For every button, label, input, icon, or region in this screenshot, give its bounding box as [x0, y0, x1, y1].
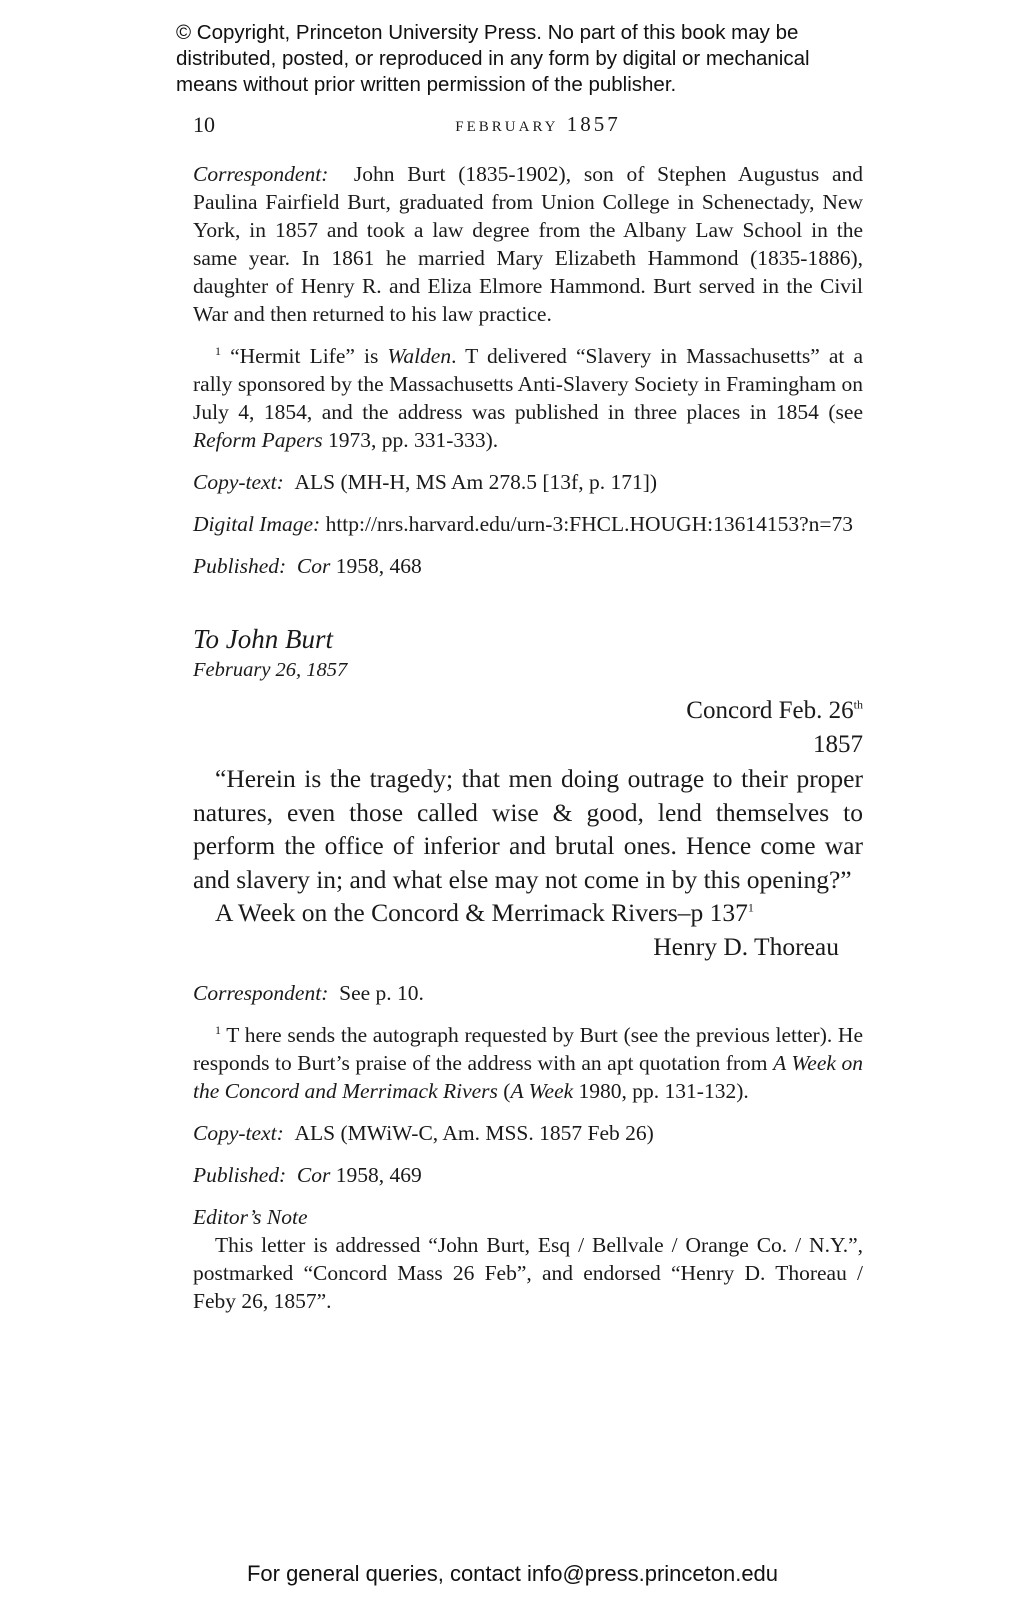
copyright-notice: [176, 20, 876, 98]
note-label: Correspondent:: [193, 981, 329, 1005]
footnote-title: Walden: [387, 344, 452, 368]
copy-text-note: [193, 1119, 863, 1147]
footnote-text: (: [497, 1079, 511, 1103]
footnote-text: 1973, pp. 331-333).: [322, 428, 499, 452]
footnote-text: T here sends the autograph requested by Burt (see the previous letter). He responds to Burt’s praise of the address with an apt quotation from: [193, 1023, 863, 1075]
editors-note: [193, 1203, 863, 1315]
published-note: [193, 1161, 863, 1189]
page-content: [193, 108, 863, 1329]
correspondent-note: [193, 160, 863, 328]
letter-body: “Herein is the tragedy; that men doing outrage to their proper natures, even those called wise & good, lend themselves to perform the office of inferior and brutal ones. Hence come war and slavery in; and what else may not come in by this opening?”: [193, 764, 863, 894]
note-text: 1958, 468: [330, 554, 422, 578]
footnote-title: A Week: [510, 1079, 574, 1103]
footer-contact: For general queries, contact info@press.princeton.edu: [246, 1561, 779, 1586]
footnote-title: A Week on the Concord and Merrimack Rivers: [193, 1051, 863, 1103]
source-footnote-marker: 1: [747, 900, 754, 915]
letter-source: [215, 896, 863, 930]
correspondent-note: [193, 979, 863, 1007]
note-label: Correspondent:: [193, 162, 329, 186]
note-text: See p. 10.: [339, 981, 424, 1005]
note-text: 1958, 469: [330, 1163, 422, 1187]
digital-image-url: http://nrs.harvard.edu/urn-3:FHCL.HOUGH:13614153?n=73: [325, 512, 854, 536]
footnote-text: . T delivered “Slavery in Massachusetts” at a rally sponsored by the Massachusetts Anti-Slavery Society in Framingham on July 4, 1854, and the address was published in three places in 1854 (see: [193, 344, 863, 424]
letter-dateline: [193, 694, 863, 728]
footnote-number: 1: [215, 1022, 221, 1037]
letter-signature: Henry D. Thoreau: [653, 931, 839, 961]
footnote-text: 1980, pp. 131-132).: [573, 1079, 749, 1103]
copyright-line: distributed, posted, or reproduced in any form by digital or mechanical: [176, 47, 810, 70]
letter-date: February 26, 1857: [193, 659, 348, 681]
running-head: [193, 108, 863, 148]
editors-note-label: Editor’s Note: [193, 1205, 308, 1229]
letter-year: 1857: [813, 731, 863, 758]
note-label: Digital Image:: [193, 512, 321, 536]
copy-text-note: [193, 468, 863, 496]
footnote-number: 1: [215, 343, 221, 358]
published-title: Cor: [296, 554, 331, 578]
note-label: Published:: [193, 1163, 287, 1187]
page-number: 10: [193, 112, 215, 137]
note-text: John Burt (1835-1902), son of Stephen Augustus and Paulina Fairfield Burt, graduated from Union College in Schenectady, New York, in 1857 and took a law degree from the Albany Law School in the same year. In 1861 he married Mary Elizabeth Hammond (1835-1886), daughter of Henry R. and Eliza Elmore Hammond. Burt served in the Civil War and then returned to his law practice.: [193, 162, 864, 326]
editors-note-text: This letter is addressed “John Burt, Esq / Bellvale / Orange Co. / N.Y.”, postmarked “Concord Mass 26 Feb”, and endorsed “Henry D. Thoreau / Feby 26, 1857”.: [193, 1233, 863, 1313]
letter-heading: To John Burt: [193, 624, 334, 654]
published-title: Cor: [296, 1163, 331, 1187]
note-label: Copy-text:: [193, 470, 284, 494]
footnote-text: “Hermit Life” is: [230, 344, 388, 368]
note-text: ALS (MWiW-C, Am. MSS. 1857 Feb 26): [294, 1121, 654, 1145]
copyright-line: means without prior written permission of the publisher.: [176, 73, 677, 96]
note-text: ALS (MH-H, MS Am 278.5 [13f, p. 171]): [294, 470, 658, 494]
footnote-title: Reform Papers: [193, 428, 323, 452]
note-label: Published:: [193, 554, 287, 578]
source-text: A Week on the Concord & Merrimack Rivers–p 137: [215, 898, 748, 927]
dateline-place: Concord Feb. 26: [686, 697, 854, 724]
dateline-ordinal: th: [853, 697, 863, 712]
footnote: [193, 342, 863, 454]
published-note: [193, 552, 863, 580]
copyright-line: © Copyright, Princeton University Press. No part of this book may be: [176, 21, 799, 44]
note-label: Copy-text:: [193, 1121, 284, 1145]
footnote: [193, 1021, 863, 1105]
running-title: february 1857: [455, 112, 621, 136]
digital-image-note: [193, 510, 863, 538]
